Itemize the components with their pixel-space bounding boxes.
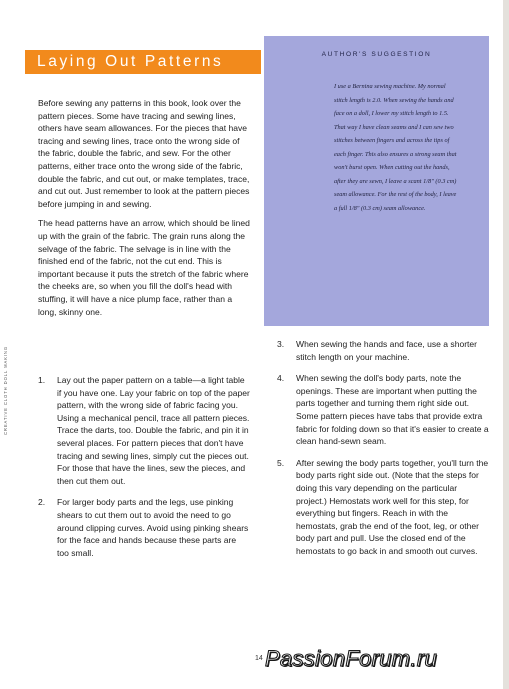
author-suggestion-text: I use a Bernina sewing machine. My normal stitch length is 2.0. When sewing the hands and face on a doll, I lower my stitch length to 1.5. That way I have clean seams and I can sew two stitches between fingers and across the tips of each finger. This also ensures a strong seam that won't burst open. When cutting out the hands, after they are sewn, I leave a scant 1/8" (0.3 cm) seam allowance. For the rest of the body, I leave a full 1/8" (0.3 cm) seam allowance. xyxy=(334,83,457,212)
step-text: When sewing the hands and face, use a shorter stitch length on your machine. xyxy=(296,339,478,362)
author-suggestion-heading: AUTHOR'S SUGGESTION xyxy=(321,51,432,58)
step-number: 4. xyxy=(277,373,285,384)
list-item xyxy=(277,338,489,363)
list-item xyxy=(277,372,489,448)
intro-paragraph-1: Before sewing any patterns in this book, look over the pattern pieces. Some have tracing and sewing lines, others have seam allowances. For the pieces that have tracing and sewing lines, trace onto the wrong side of the fabric, double the fabric, and sew. For the other patterns, either trace onto the wrong side of the fabric, double the fabric, and cut out, or make templates, trace, and cut out. Just remember to look at the pattern pieces before jumping in and sewing. xyxy=(38,98,250,209)
step-text: When sewing the doll's body parts, note the openings. These are important when putting the parts together and turning them right side out. Some pattern pieces have tabs that provide extra fabric for folding down so that it's easier to create a clean hand-sewn seam. xyxy=(296,373,489,447)
step-number: 2. xyxy=(38,497,46,508)
step-number: 1. xyxy=(38,375,46,385)
steps-list-left xyxy=(38,374,250,568)
step-number: 3. xyxy=(277,339,285,349)
step-text: After sewing the body parts together, you'll turn the body parts right side out. (Note that the steps for doing this vary depending on the particular project.) Hemostats work well for this step, for everything but fingers. Reach in with the hemostats, grab the end of the foot, leg, or other body part and pull. Use the closed end of the hemostats to go back in and smooth out curves. xyxy=(296,457,489,556)
watermark: PassionForum.ru xyxy=(265,646,438,671)
running-side-label: CREATIVE CLOTH DOLL MAKING xyxy=(3,345,8,435)
page-number: 14 xyxy=(255,655,263,662)
intro-paragraph-2: The head patterns have an arrow, which should be lined up with the grain of the fabric. The grain runs along the selvage of the fabric. The selvage is in line with the finished end of the fabric, not the cut end. This is important because it puts the stretch of the fabric where the cheeks are, so when you fill the doll's head with stuffing, it will have a nice plump face, rather than a long, skinny one. xyxy=(38,218,250,317)
section-title: Laying Out Patterns xyxy=(37,53,224,70)
step-text: Lay out the paper pattern on a table—a light table if you have one. Lay your fabric on top of the paper pattern, with the wrong side of fabric facing you. Using a mechanical pencil, trace all pattern pieces. Trace the darts, too. Double the fabric, and pin it in several places. For pattern pieces that don't have tracing and sewing lines, simply cut the pieces out. For those that have the lines, sew the pieces, and then cut them out. xyxy=(57,375,250,486)
step-text: For larger body parts and the legs, use pinking shears to cut them out to avoid the need to go around clipping curves. Avoid using pinking shears for the face and hands because these parts are too small. xyxy=(57,497,249,558)
section-title-bar xyxy=(25,50,261,74)
steps-list-right xyxy=(277,338,489,567)
intro-text xyxy=(38,97,250,325)
list-item xyxy=(38,496,250,559)
list-item xyxy=(277,457,489,558)
scan-edge xyxy=(503,0,509,689)
step-number: 5. xyxy=(277,457,285,468)
author-suggestion-box xyxy=(264,36,489,326)
list-item xyxy=(38,374,250,487)
